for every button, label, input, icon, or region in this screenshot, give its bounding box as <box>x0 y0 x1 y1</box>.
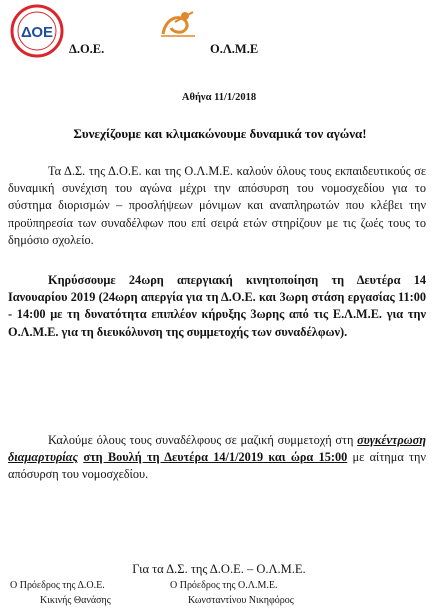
headline: Συνεχίζουμε και κλιμακώνουμε δυναμικά τον αγώνα! <box>73 126 367 141</box>
document-date: Αθήνα 11/1/2018 <box>181 92 257 103</box>
paragraph-call <box>8 163 426 249</box>
paragraph-rally <box>8 432 426 484</box>
olme-logo <box>155 8 201 40</box>
doe-logo <box>10 4 64 58</box>
signature-name-doe: Κικινής Θανάσης <box>40 595 111 606</box>
paragraph-strike-text: Κηρύσσουμε 24ωρη απεργιακή κινητοποίηση τη Δευτέρα 14 Ιανουαρίου 2019 (24ωρη απεργία για τη Δ.Ο.Ε. και 3ωρη στάση εργασίας 11:00 - 14:00 με τη δυνατότητα επιπλέον κήρυξης 3ωρης από τις Ε.Λ.Μ.Ε. για την Ο.Λ.Μ.Ε. για τη διευκόλυνση της συμμετοχής των συναδέλφων). <box>8 273 426 339</box>
signature-title-doe: Ο Πρόεδρος της Δ.Ο.Ε. <box>10 580 105 591</box>
rally-text-start: Καλούμε όλους τους συναδέλφους σε μαζική συμμετοχή στη <box>48 433 358 447</box>
signature-on-behalf: Για τα Δ.Σ. της Δ.Ο.Ε. – Ο.Λ.Μ.Ε. <box>132 562 306 576</box>
rally-emphasis: συγκέντρωση διαμαρτυρίας <box>8 433 426 465</box>
paragraph-strike <box>8 272 426 341</box>
org-olme-label: Ο.Λ.Μ.Ε <box>210 42 259 56</box>
rally-location-time: στη Βουλή τη Δευτέρα 14/1/2019 και ώρα 15:00 <box>83 450 348 465</box>
doe-logo-text: ΔΟΕ <box>20 24 54 41</box>
signature-title-olme: Ο Πρόεδρος της Ο.Λ.Μ.Ε. <box>170 580 278 591</box>
signature-name-olme: Κωνσταντίνου Νικηφόρος <box>188 595 294 606</box>
org-doe-label: Δ.Ο.Ε. <box>69 42 105 56</box>
paragraph-call-text: Τα Δ.Σ. της Δ.Ο.Ε. και της Ο.Λ.Μ.Ε. καλούν όλους τους εκπαιδευτικούς σε δυναμική συνέχιση του αγώνα μέχρι την απόσυρση του νομοσχεδίου για το σύστημα διορισμών – προσλήψεων μόνιμων και αναπληρωτών που κλέβει την προϋπηρεσία των συναδέλφων που επί σειρά ετών στηρίζουν με τις ζωές τους το δημόσιο σχολείο. <box>8 164 426 247</box>
rally-text-end: με αίτημα την απόσυρση του νομοσχεδίου. <box>8 450 426 482</box>
